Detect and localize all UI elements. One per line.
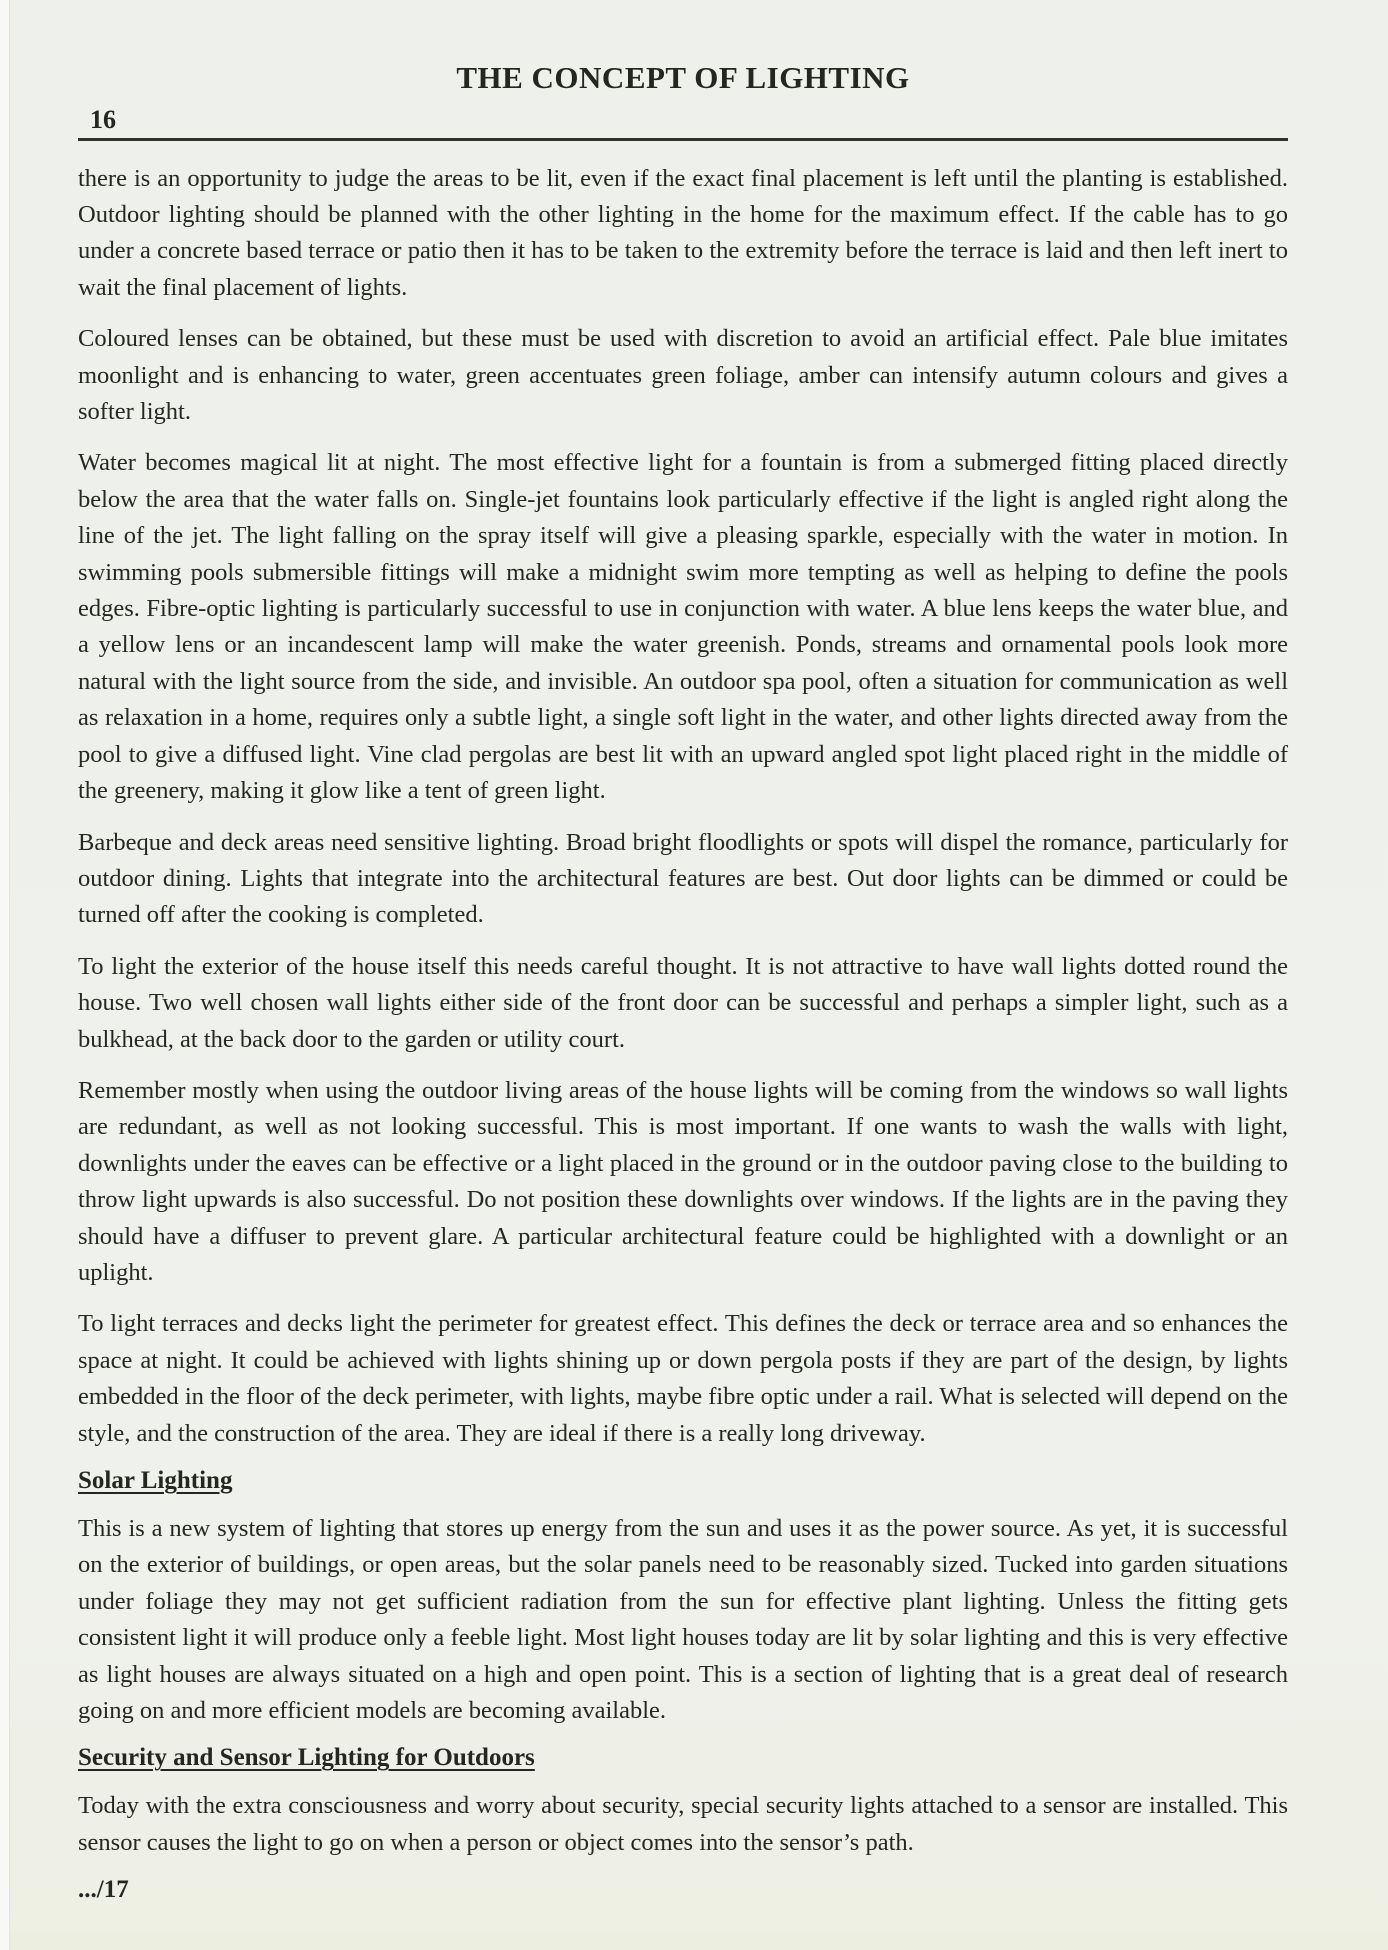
paragraph-house-exterior: To light the exterior of the house itself this needs careful thought. It is not attractive to have wall lights dotted round the house. Two well chosen wall lights either side of the front door can be successful and perhaps a simpler light, such as a bulkhead, at the back door to the garden or utility court. (78, 952, 1288, 1053)
page-number: 16 (90, 105, 116, 134)
paragraph-security-sensor: Today with the extra consciousness and worry about security, special security lights attached to a sensor are installed. This sensor causes the light to go on when a person or object comes into the sensor’s path. (78, 1792, 1288, 1856)
heading-solar-lighting: Solar Lighting (78, 1467, 233, 1494)
text-block (78, 44, 1288, 1904)
page-number-rule (78, 106, 1288, 141)
document-body (78, 161, 1288, 1905)
paragraph-intro-continuation: there is an opportunity to judge the areas to be lit, even if the exact final placement is left until the planting is established. Outdoor lighting should be planned with the other lighting in the home for the maximum effect. If the cable has to go under a concrete based terrace or patio then it has to be taken to the extremity before the terrace is laid and then left inert to wait the final placement of lights. (78, 164, 1288, 301)
page-title: THE CONCEPT OF LIGHTING (456, 60, 910, 95)
paragraph-water-lighting: Water becomes magical lit at night. The most effective light for a fountain is from a submerged fitting placed directly below the area that the water falls on. Single-jet fountains look particularly effective if the light is angled right along the line of the jet. The light falling on the spray itself will give a pleasing sparkle, especially with the water in motion. In swimming pools submersible fittings will make a midnight swim more tempting as well as helping to define the pools edges. Fibre-optic lighting is particularly successful to use in conjunction with water. A blue lens keeps the water blue, and a yellow lens or an incandescent lamp will make the water greenish. Ponds, streams and ornamental pools look more natural with the light source from the side, and invisible. An outdoor spa pool, often a situation for communication as well as relaxation in a home, requires only a subtle light, a single soft light in the water, and other lights directed away from the pool to give a diffused light. Vine clad pergolas are best lit with an upward angled spot light placed right in the middle of the greenery, making it glow like a tent of green light. (78, 449, 1288, 805)
paragraph-coloured-lenses: Coloured lenses can be obtained, but these must be used with discretion to avoid an artificial effect. Pale blue imitates moonlight and is enhancing to water, green accentuates green foliage, amber can intensify autumn colours and gives a softer light. (78, 325, 1288, 426)
heading-security-sensor-lighting: Security and Sensor Lighting for Outdoors (78, 1744, 535, 1772)
paragraph-solar-lighting: This is a new system of lighting that stores up energy from the sun and uses it as the power source. As yet, it is successful on the exterior of buildings, or open areas, but the solar panels need to be reasonably sized. Tucked into garden situations under foliage they may not get sufficient radiation from the sun for effective plant lighting. Unless the fitting gets consistent light it will produce only a feeble light. Most light houses today are lit by solar lighting and this is very effective as light houses are always situated on a high and open point. This is a section of lighting that is a great deal of research going on and more efficient models are becoming available. (78, 1515, 1288, 1725)
continuation-mark: .../17 (78, 1876, 129, 1904)
paragraph-wall-lights: Remember mostly when using the outdoor living areas of the house lights will be coming from the windows so wall lights are redundant, as well as not looking successful. This is most important. If one wants to wash the walls with light, downlights under the eaves can be effective or a light placed in the ground or in the outdoor paving close to the building to throw light upwards is also successful. Do not position these downlights over windows. If the lights are in the paving they should have a diffuser to prevent glare. A particular architectural feature could be highlighted with a downlight or an uplight. (78, 1076, 1288, 1286)
paragraph-terraces-decks: To light terraces and decks light the perimeter for greatest effect. This defines the deck or terrace area and so enhances the space at night. It could be achieved with lights shining up or down pergola posts if they are part of the design, by lights embedded in the floor of the deck perimeter, with lights, maybe fibre optic under a rail. What is selected will depend on the style, and the construction of the area. They are ideal if there is a really long driveway. (78, 1310, 1288, 1447)
scan-edge (0, 0, 10, 1950)
paragraph-barbeque-deck: Barbeque and deck areas need sensitive lighting. Broad bright floodlights or spots will dispel the romance, particularly for outdoor dining. Lights that integrate into the architectural features are best. Out door lights can be dimmed or could be turned off after the cooking is completed. (78, 828, 1288, 929)
